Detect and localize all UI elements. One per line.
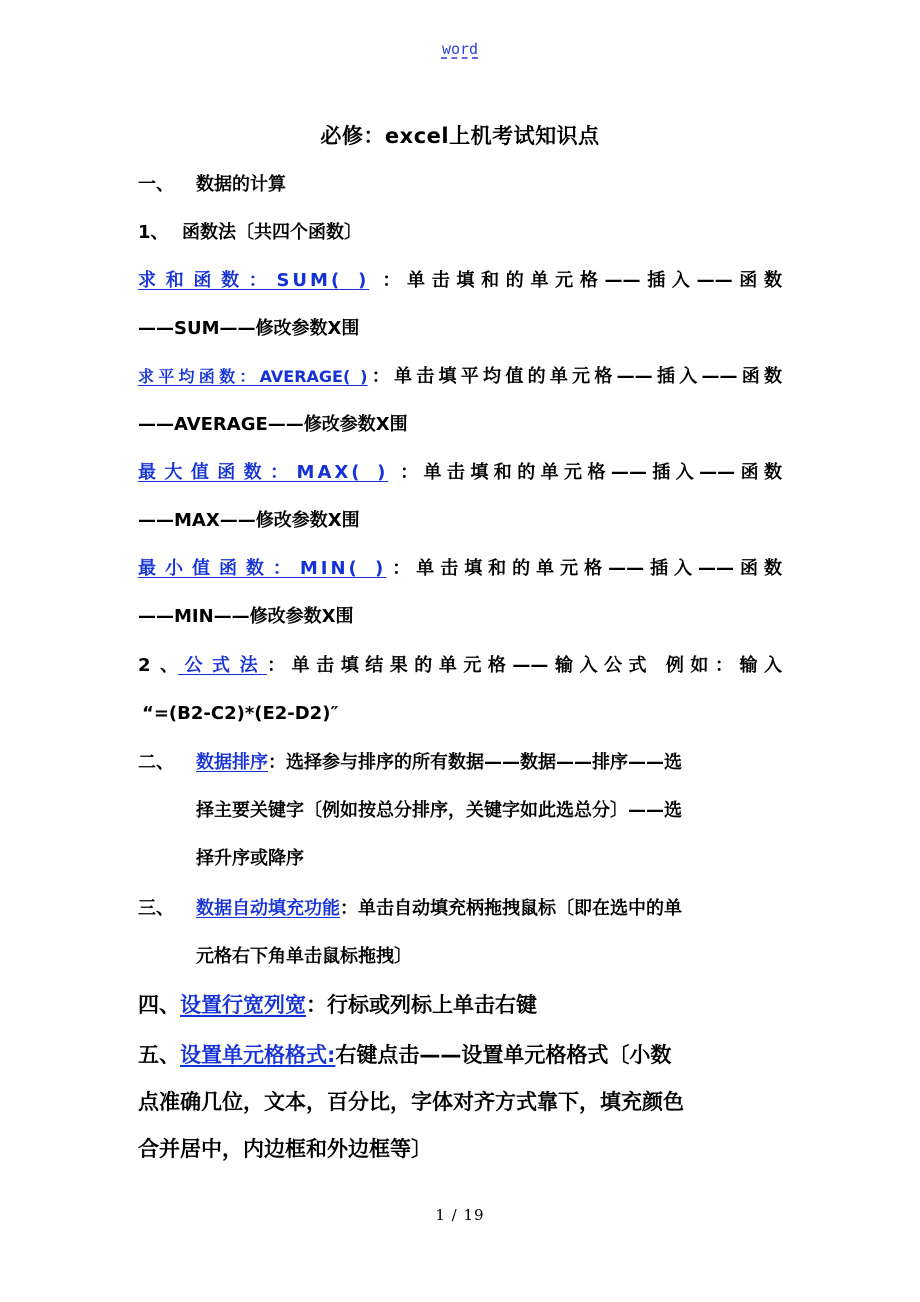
header-link[interactable]: word (441, 40, 479, 58)
average-function-link[interactable]: 求平均函数：AVERAGE( ) (138, 367, 368, 386)
section-5-line (138, 1040, 782, 1070)
page-number: 1 / 19 (435, 1206, 485, 1224)
sum-function-line (138, 268, 782, 294)
formula-example: “=(B2-C2)*(E2-D2)″ (142, 703, 339, 724)
average-function-cont: ——AVERAGE——修改参数X围 (138, 414, 408, 435)
cell-format-desc: 右键点击——设置单元格格式〔小数 (335, 1043, 672, 1067)
min-function-line (138, 556, 782, 582)
section-title: 数据的计算 (196, 174, 286, 195)
max-function-desc: ：单击填和的单元格——插入——函数 (400, 462, 782, 483)
sort-data-link[interactable]: 数据排序 (196, 752, 268, 773)
average-function-line (138, 364, 782, 390)
min-function-cont: ——MIN——修改参数X围 (138, 606, 354, 627)
min-function-link[interactable]: 最小值函数：MIN( ) (138, 558, 387, 579)
max-function-line (138, 460, 782, 486)
autofill-desc: ：单击自动填充柄拖拽鼠标〔即在选中的单 (340, 898, 682, 919)
section-1-heading (138, 172, 782, 198)
max-function-link[interactable]: 最大值函数：MAX( ) (138, 462, 389, 483)
document-title: 必修：excel上机考试知识点 (320, 124, 600, 148)
section-number: 二、 (138, 752, 174, 773)
section-number: 一、 (138, 174, 174, 195)
sum-function-desc: ：单击填和的单元格——插入——函数 (382, 270, 782, 291)
sort-data-cont-1: 择主要关键字〔例如按总分排序，关键字如此选总分〕——选 (196, 800, 682, 821)
autofill-link[interactable]: 数据自动填充功能 (196, 898, 340, 919)
sort-data-cont-2: 择升序或降序 (196, 848, 304, 869)
formula-method-link[interactable]: 公式法 (178, 655, 268, 676)
subsection-number: 1、 (138, 222, 169, 243)
section-2-line (138, 750, 782, 776)
section-3-line (138, 896, 782, 922)
formula-method-desc: ：单击填结果的单元格——输入公式 例如：输入 (267, 655, 783, 676)
section-number: 五、 (138, 1043, 180, 1067)
cell-format-cont-1: 点准确几位，文本，百分比，字体对齐方式靠下，填充颜色 (138, 1090, 684, 1114)
sum-function-link[interactable]: 求和函数：SUM( ) (138, 270, 370, 291)
sort-data-desc: ：选择参与排序的所有数据——数据——排序——选 (268, 752, 682, 773)
autofill-cont: 元格右下角单击鼠标拖拽〕 (196, 946, 412, 967)
sum-function-cont: ——SUM——修改参数X围 (138, 318, 360, 339)
subsection-number: 2、 (138, 655, 178, 676)
section-number: 三、 (138, 898, 174, 919)
cell-format-cont-2: 合并居中，内边框和外边框等〕 (138, 1137, 432, 1161)
row-column-width-link[interactable]: 设置行宽列宽 (180, 993, 306, 1017)
formula-method-line (138, 653, 782, 679)
section-number: 四、 (138, 993, 180, 1017)
average-function-desc: ：单击填平均值的单元格——插入——函数 (367, 366, 783, 387)
section-4-line (138, 990, 782, 1020)
subsection-title: 函数法〔共四个函数〕 (182, 222, 362, 243)
max-function-cont: ——MAX——修改参数X围 (138, 510, 360, 531)
row-column-width-desc: ：行标或列标上单击右键 (306, 993, 537, 1017)
subsection-1-heading (138, 220, 782, 246)
cell-format-link[interactable]: 设置单元格格式: (180, 1043, 336, 1067)
min-function-desc: ：单击填和的单元格——插入——函数 (386, 558, 782, 579)
